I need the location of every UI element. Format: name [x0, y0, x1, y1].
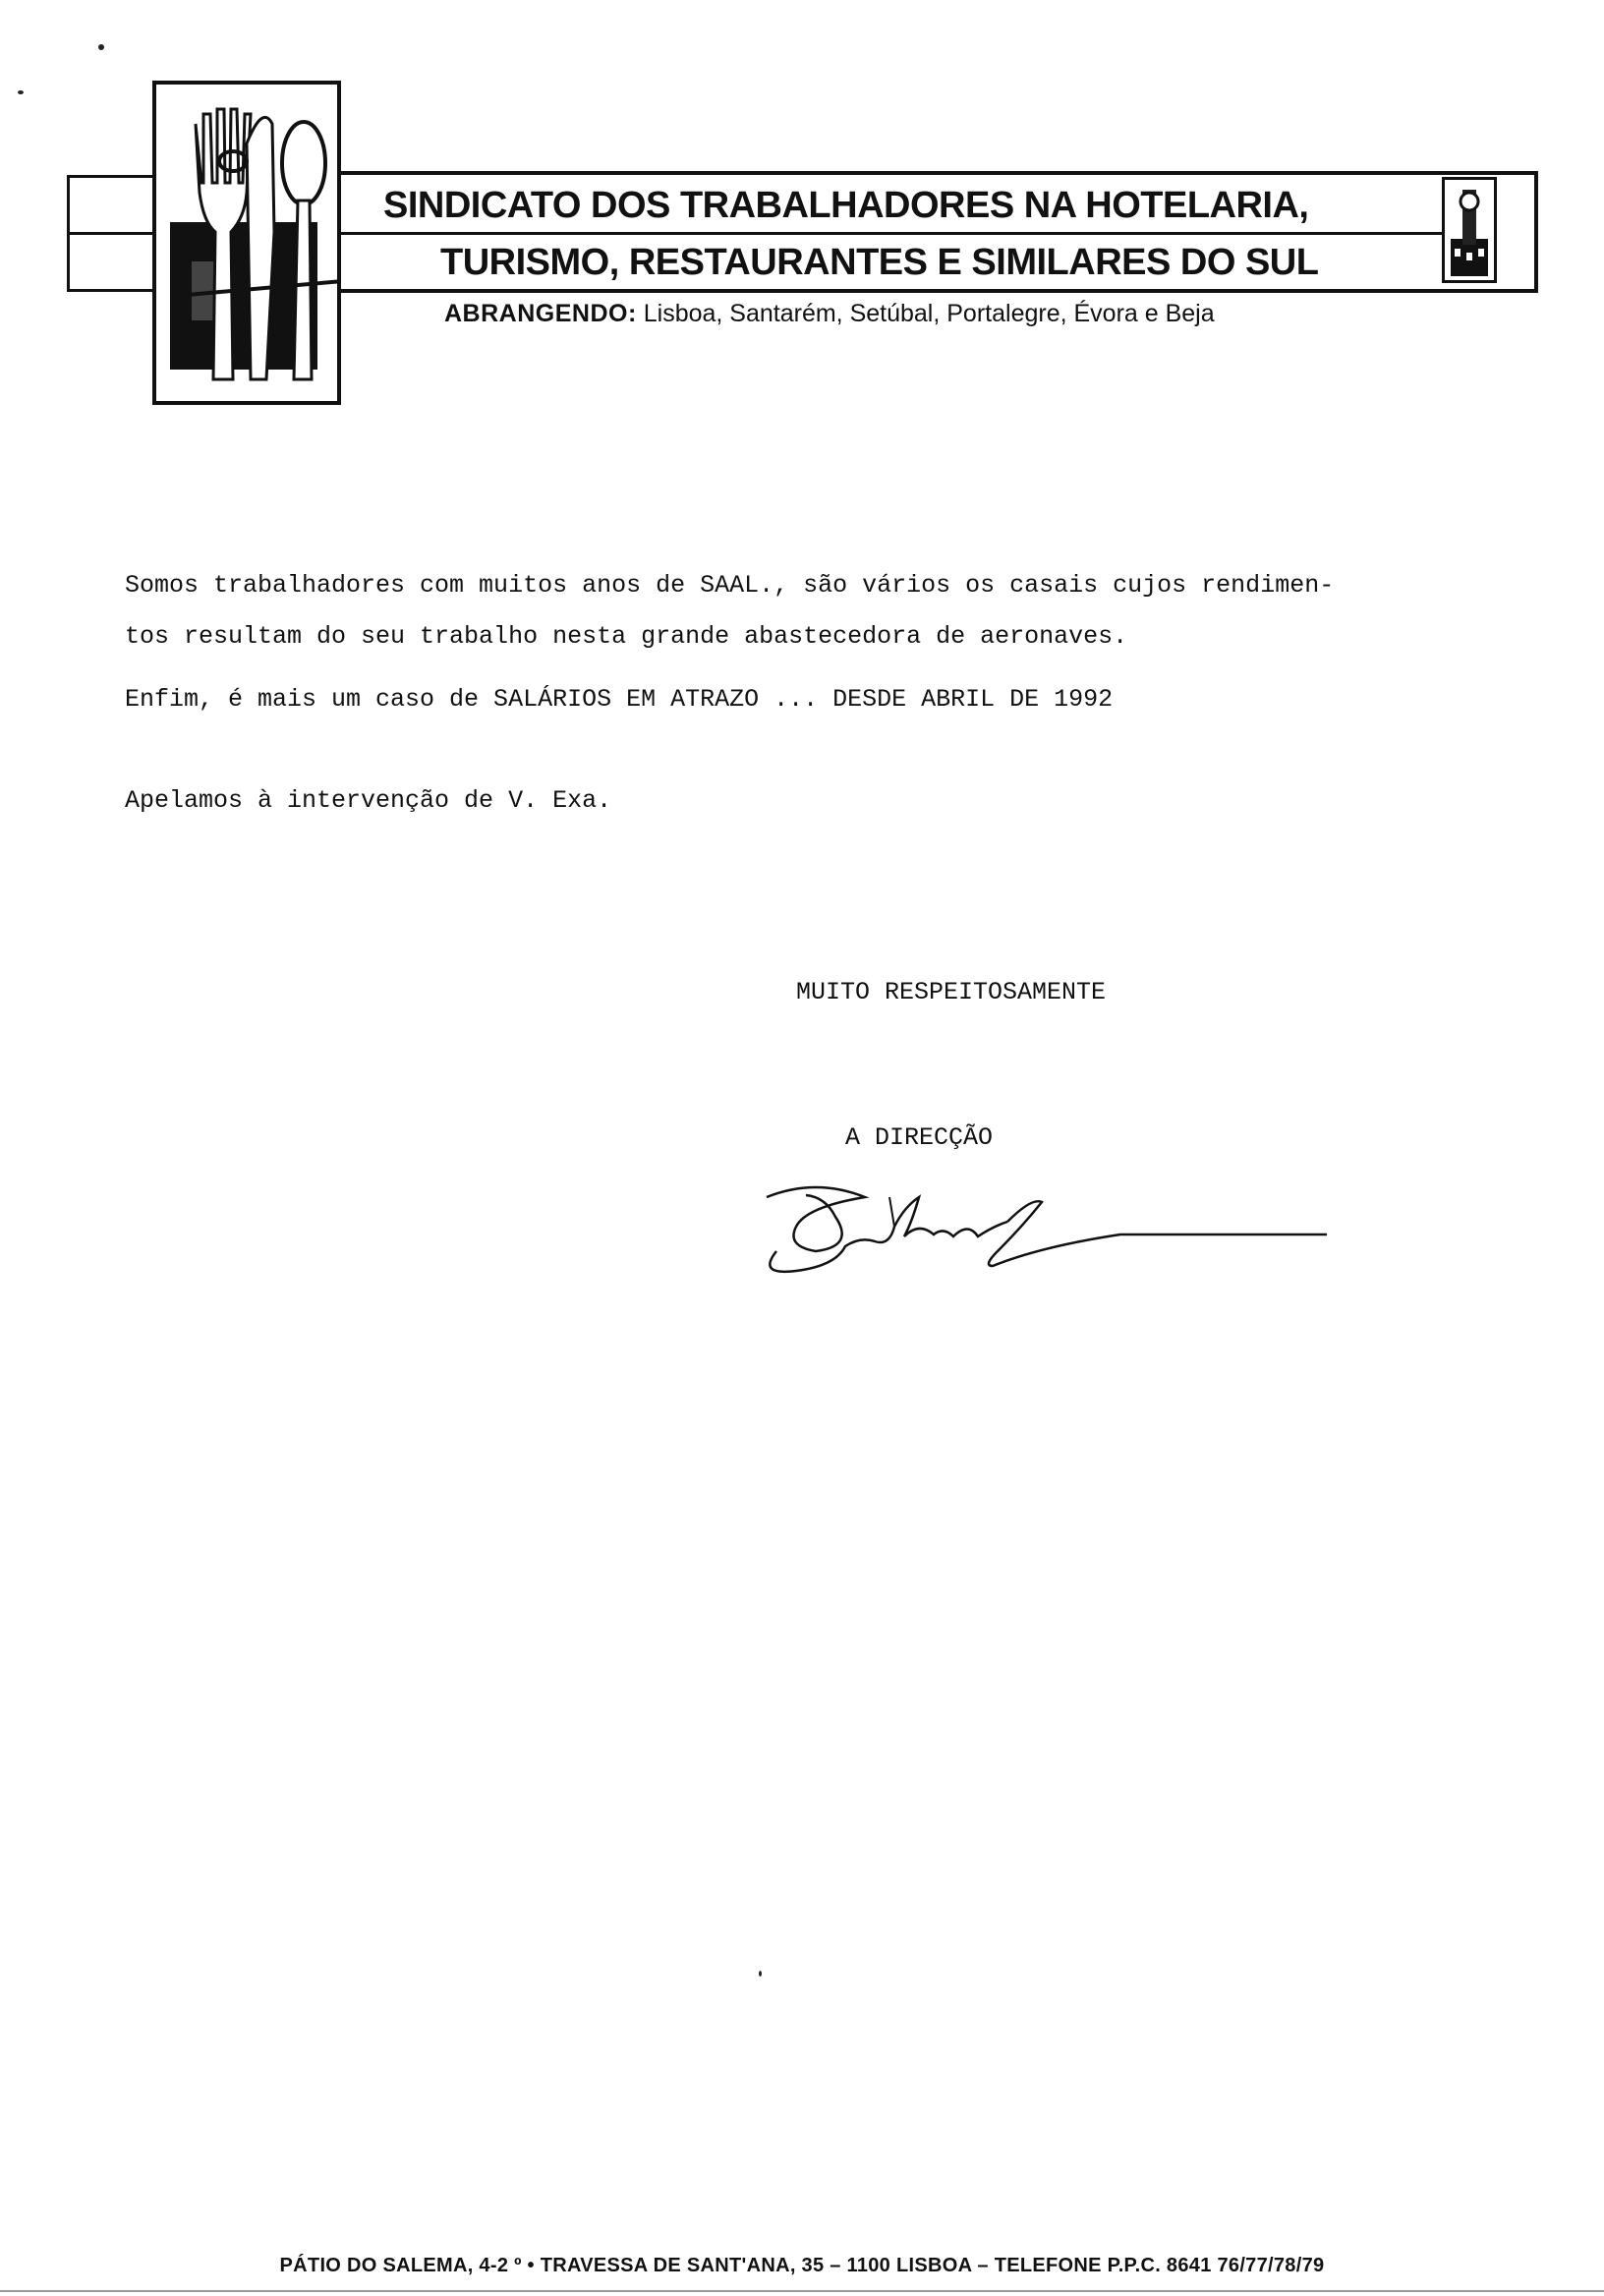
header-rule-bottom-left	[67, 289, 155, 292]
coverage-regions: Lisboa, Santarém, Setúbal, Portalegre, Évora e Beja	[643, 300, 1215, 327]
header-rule-right-edge	[1534, 171, 1538, 293]
body-paragraph2: Enfim, é mais um caso de SALÁRIOS EM ATRAZO ... DESDE ABRIL DE 1992	[125, 685, 1114, 714]
cutlery-icon	[152, 81, 341, 405]
body-paragraph1-line1: Somos trabalhadores com muitos anos de SAAL., são vários os casais cujos rendimen-	[125, 571, 1335, 600]
header-rule-left-edge	[67, 175, 70, 292]
tower-emblem-icon	[1442, 177, 1497, 283]
coverage-label: ABRANGENDO:	[444, 300, 637, 327]
header-rule-mid	[339, 232, 1445, 235]
union-name-line2: TURISMO, RESTAURANTES E SIMILARES DO SUL	[440, 242, 1319, 283]
closing-signatory: A DIRECÇÃO	[845, 1123, 994, 1152]
body-paragraph1-line2: tos resultam do seu trabalho nesta grande abastecedora de aeronaves.	[125, 622, 1128, 651]
union-name-line1: SINDICATO DOS TRABALHADORES NA HOTELARIA,	[383, 185, 1309, 226]
scan-speck	[759, 1971, 762, 1977]
header-rule-top-left	[67, 175, 155, 178]
scan-speck	[98, 44, 104, 50]
coverage-line	[444, 300, 1215, 328]
header-rule-mid-left	[67, 232, 155, 235]
scan-speck	[18, 90, 24, 94]
header-rule-bottom	[339, 289, 1538, 293]
footer-rule	[0, 2290, 1604, 2292]
header-rule-top	[339, 171, 1538, 175]
body-paragraph3: Apelamos à intervenção de V. Exa.	[125, 786, 612, 815]
handwritten-signature	[747, 1168, 1337, 1300]
footer-address: PÁTIO DO SALEMA, 4-2 º • TRAVESSA DE SANT'ANA, 35 – 1100 LISBOA – TELEFONE P.P.C. 8641 76/77/78/79	[279, 2255, 1325, 2276]
closing-salutation: MUITO RESPEITOSAMENTE	[796, 978, 1107, 1006]
